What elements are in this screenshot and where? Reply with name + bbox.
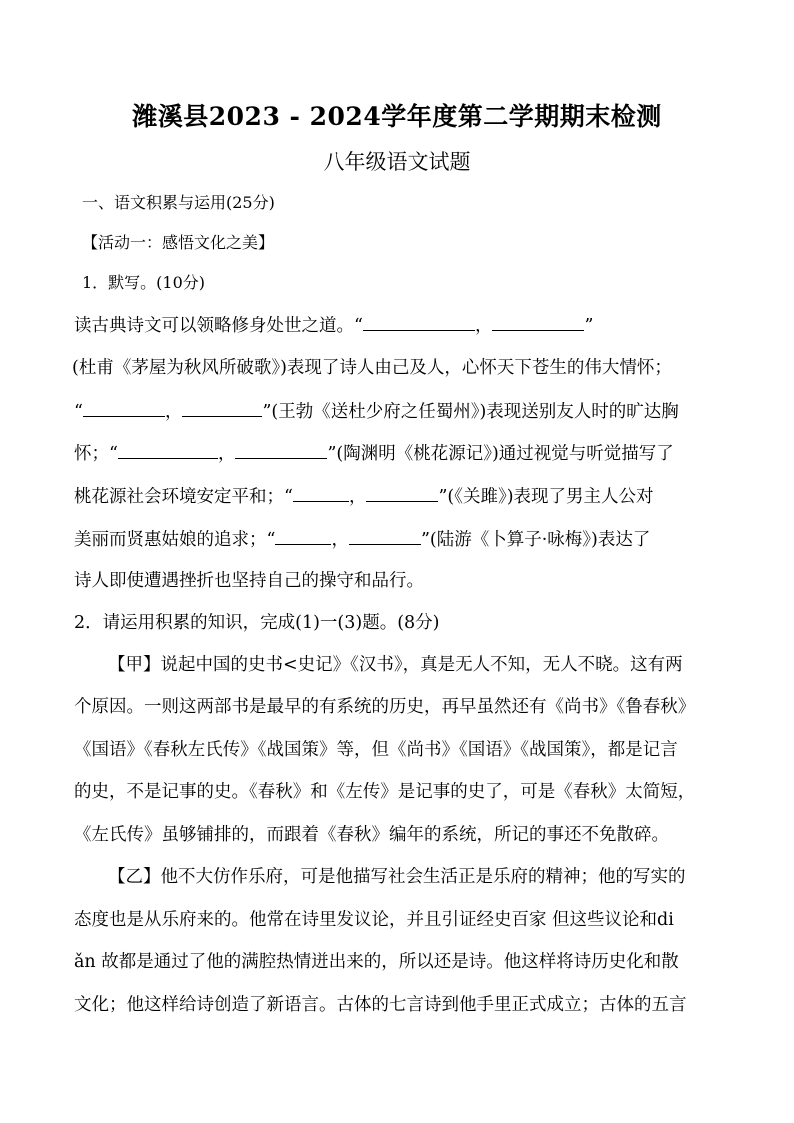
activity-heading: 【活动一：感悟文化之美】 <box>82 233 275 252</box>
answer-blank[interactable] <box>275 528 331 545</box>
q1-line-6 <box>74 528 734 551</box>
passage-jia-line: 个原因。一则这两部书是最早的有系统的历史，再早虽然还有《尚书》《鲁春秋》 <box>74 697 696 717</box>
q1-comma: ， <box>331 530 349 550</box>
question-1-label: 1．默写。(10分) <box>82 273 206 292</box>
q1-comma: ， <box>164 402 183 422</box>
answer-blank[interactable] <box>366 485 438 502</box>
q1-open-quote: “ <box>74 402 83 422</box>
q1-line-5 <box>74 485 734 508</box>
passage-yi-line: 【乙】他不大仿作乐府，可是他描写社会生活正是乐府的精神；他的写实的 <box>108 867 686 887</box>
answer-blank[interactable] <box>293 485 349 502</box>
answer-blank[interactable] <box>235 442 327 459</box>
answer-blank[interactable] <box>349 528 421 545</box>
q1-line-5-rest: ”(《关雎》)表现了男主人公对 <box>438 487 654 507</box>
passage-jia-line: 的史，不是记事的史。《春秋》和《左传》是记事的史了，可是《春秋》太简短， <box>74 782 696 802</box>
answer-blank[interactable] <box>83 400 165 417</box>
answer-blank[interactable] <box>363 314 475 331</box>
q1-line-7: 诗人即使遭遇挫折也坚持自己的操守和品行。 <box>74 571 424 591</box>
q1-line-2: (杜甫《茅屋为秋风所破歌》)表现了诗人由己及人，心怀天下苍生的伟大情怀； <box>72 358 672 378</box>
q1-comma: ， <box>217 444 236 464</box>
passage-yi-line: 文化；他这样给诗创造了新语言。古体的七言诗到他手里正式成立；古体的五言 <box>74 995 687 1015</box>
passage-jia-line: 《国语》《春秋左氏传》《战国策》等，但《尚书》《国语》《战国策》，都是记言 <box>74 740 678 760</box>
passage-yi-line: ǎn 故都是通过了他的满腔热情迸出来的，所以还是诗。他这样将诗历史化和散 <box>74 952 679 972</box>
exam-title: 潍溪县2023 - 2024学年度第二学期期末检测 <box>132 102 662 131</box>
q1-line-3-text: ”(王勃《送杜少府之任蜀州》)表现送别友人时的旷达胸 <box>262 402 679 422</box>
exam-subtitle: 八年级语文试题 <box>323 150 471 174</box>
q1-line-5-text: 桃花源社会环境安定平和；“ <box>74 487 293 507</box>
answer-blank[interactable] <box>492 314 584 331</box>
answer-blank[interactable] <box>118 442 218 459</box>
q1-line-4-text: 怀；“ <box>74 444 118 464</box>
answer-blank[interactable] <box>182 400 262 417</box>
q1-line-1-text: 读古典诗文可以领略修身处世之道。“ <box>74 316 363 336</box>
q1-comma: ， <box>474 316 493 336</box>
q1-line-1 <box>74 314 734 337</box>
passage-jia-line: 【甲】说起中国的史书<史记》《汉书》，真是无人不知，无人不晓。这有两 <box>108 655 683 675</box>
q1-line-6-text: 美丽而贤惠姑娘的追求；“ <box>74 530 276 550</box>
q1-line-3 <box>74 400 734 423</box>
q1-line-6-rest: ”(陆游《卜算子·咏梅》)表达了 <box>420 530 651 550</box>
section-heading: 一、语文积累与运用(25分) <box>82 193 275 212</box>
passage-jia-line: 《左氏传》虽够铺排的，而跟着《春秋》编年的系统，所记的事还不免散碎。 <box>74 825 669 845</box>
passage-yi-line: 态度也是从乐府来的。他常在诗里发议论，并且引证经史百家 但这些议论和di <box>74 910 674 930</box>
q1-line-4 <box>74 442 734 465</box>
q1-comma: ， <box>348 487 367 507</box>
q1-close-quote: ” <box>584 316 594 336</box>
q1-line-4-rest: ”(陶渊明《桃花源记》)通过视觉与听觉描写了 <box>327 444 674 464</box>
question-2-label: 2．请运用积累的知识，完成(1)一(3)题。(8分) <box>74 613 440 633</box>
